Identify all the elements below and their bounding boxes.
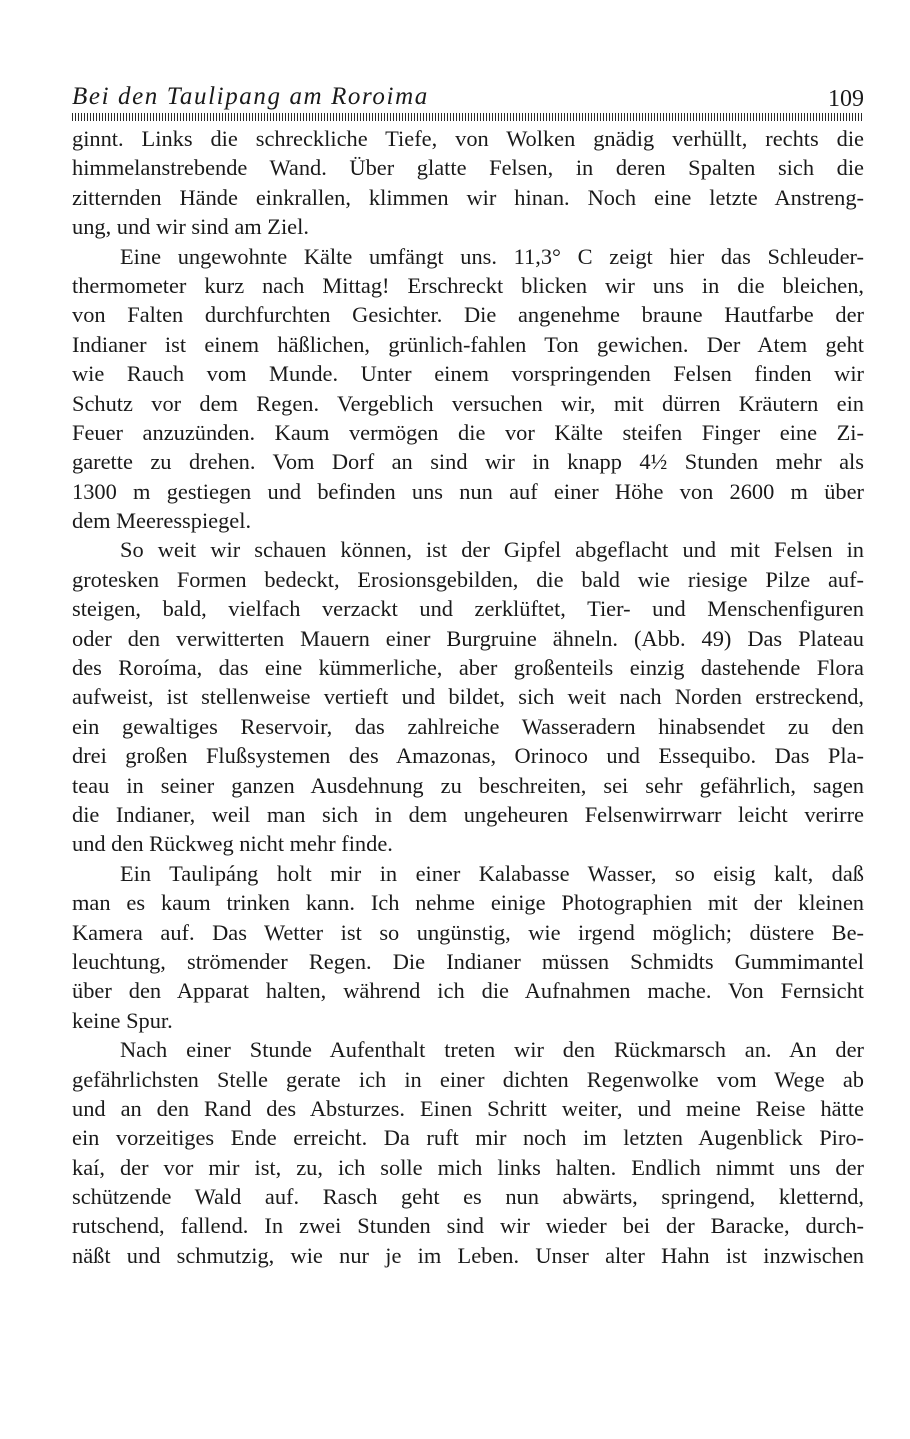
text-line: steigen, bald, vielfach verzackt und zerklüftet, Tier- und Menschenfiguren <box>72 596 864 622</box>
text-line: von Falten durchfurchten Gesichter. Die angenehme braune Hautfarbe der <box>72 302 864 328</box>
text-line: aufweist, ist stellenweise vertieft und bildet, sich weit nach Norden erstreckend, <box>72 684 864 710</box>
text-line: Schutz vor dem Regen. Vergeblich versuchen wir, mit dürren Kräutern ein <box>72 390 864 416</box>
text-line: keine Spur. <box>72 1007 173 1033</box>
text-line: oder den verwitterten Mauern einer Burgruine ähneln. (Abb. 49) Das Plateau <box>72 625 864 651</box>
text-line: Ein Taulipáng holt mir in einer Kalabasse Wasser, so eisig kalt, daß <box>120 860 864 886</box>
text-line: Eine ungewohnte Kälte umfängt uns. 11,3° C zeigt hier das Schleuder- <box>120 243 864 269</box>
text-line: garette zu drehen. Vom Dorf an sind wir in knapp 4½ Stunden mehr als <box>72 449 864 475</box>
text-line: 1300 m gestiegen und befinden uns nun auf einer Höhe von 2600 m über <box>72 478 864 504</box>
text-line: dem Meeresspiegel. <box>72 508 252 534</box>
text-line: schützende Wald auf. Rasch geht es nun abwärts, springend, kletternd, <box>72 1184 864 1210</box>
text-line: teau in seiner ganzen Ausdehnung zu beschreiten, sei sehr gefährlich, sagen <box>72 772 864 798</box>
text-line: leuchtung, strömender Regen. Die Indianer müssen Schmidts Gummimantel <box>72 948 864 974</box>
text-line: die Indianer, weil man sich in dem ungeheuren Felsenwirrwarr leicht verirre <box>72 801 864 827</box>
text-line: Indianer ist einem häßlichen, grünlich-fahlen Ton gewichen. Der Atem geht <box>72 331 864 357</box>
running-title: Bei den Taulipang am Roroima <box>72 83 429 110</box>
text-line: man es kaum trinken kann. Ich nehme einige Photographien mit der kleinen <box>72 890 864 916</box>
text-line: drei großen Flußsystemen des Amazonas, Orinoco und Essequibo. Das Pla- <box>72 743 864 769</box>
text-line: und an den Rand des Absturzes. Einen Schritt weiter, und meine Reise hätte <box>72 1095 864 1121</box>
text-line: himmelanstrebende Wand. Über glatte Felsen, in deren Spalten sich die <box>72 155 864 181</box>
text-line: grotesken Formen bedeckt, Erosionsgebilden, die bald wie riesige Pilze auf- <box>72 566 864 592</box>
text-line: ginnt. Links die schreckliche Tiefe, von Wolken gnädig verhüllt, rechts die <box>72 126 864 151</box>
text-line: Nach einer Stunde Aufenthalt treten wir den Rückmarsch an. An der <box>120 1037 864 1063</box>
text-line: näßt und schmutzig, wie nur je im Leben. Unser alter Hahn ist inzwischen <box>72 1242 864 1268</box>
text-line: gefährlichsten Stelle gerate ich in einer dichten Regenwolke vom Wege ab <box>72 1066 864 1092</box>
text-line: Feuer anzuzünden. Kaum vermögen die vor Kälte steifen Finger eine Zi- <box>72 419 864 445</box>
text-line: des Roroíma, das eine kümmerliche, aber großenteils einzig dastehende Flora <box>72 655 864 681</box>
text-line: über den Apparat halten, während ich die Aufnahmen mache. Von Fernsicht <box>72 978 864 1004</box>
text-line: kaí, der vor mir ist, zu, ich solle mich links halten. Endlich nimmt uns der <box>72 1154 864 1180</box>
header-rule <box>72 113 864 121</box>
text-line: und den Rückweg nicht mehr finde. <box>72 831 393 857</box>
text-line: rutschend, fallend. In zwei Stunden sind wir wieder bei der Baracke, durch- <box>72 1213 864 1239</box>
book-page <box>72 82 864 1270</box>
text-line: zitternden Hände einkrallen, klimmen wir hinan. Noch eine letzte Anstreng- <box>72 184 864 210</box>
text-line: ung, und wir sind am Ziel. <box>72 214 309 240</box>
text-line: thermometer kurz nach Mittag! Erschreckt blicken wir uns in die bleichen, <box>72 272 864 298</box>
running-head <box>72 82 864 112</box>
text-line: So weit wir schauen können, ist der Gipfel abgeflacht und mit Felsen in <box>120 537 864 563</box>
body-text <box>72 124 864 1270</box>
text-line: ein vorzeitiges Ende erreicht. Da ruft mir noch im letzten Augenblick Piro- <box>72 1125 864 1151</box>
text-line: Kamera auf. Das Wetter ist so ungünstig, wie irgend möglich; düstere Be- <box>72 919 864 945</box>
text-line: ein gewaltiges Reservoir, das zahlreiche Wasseradern hinabsendet zu den <box>72 713 864 739</box>
text-line: wie Rauch vom Munde. Unter einem vorspringenden Felsen finden wir <box>72 361 864 387</box>
page-number: 109 <box>828 86 864 112</box>
